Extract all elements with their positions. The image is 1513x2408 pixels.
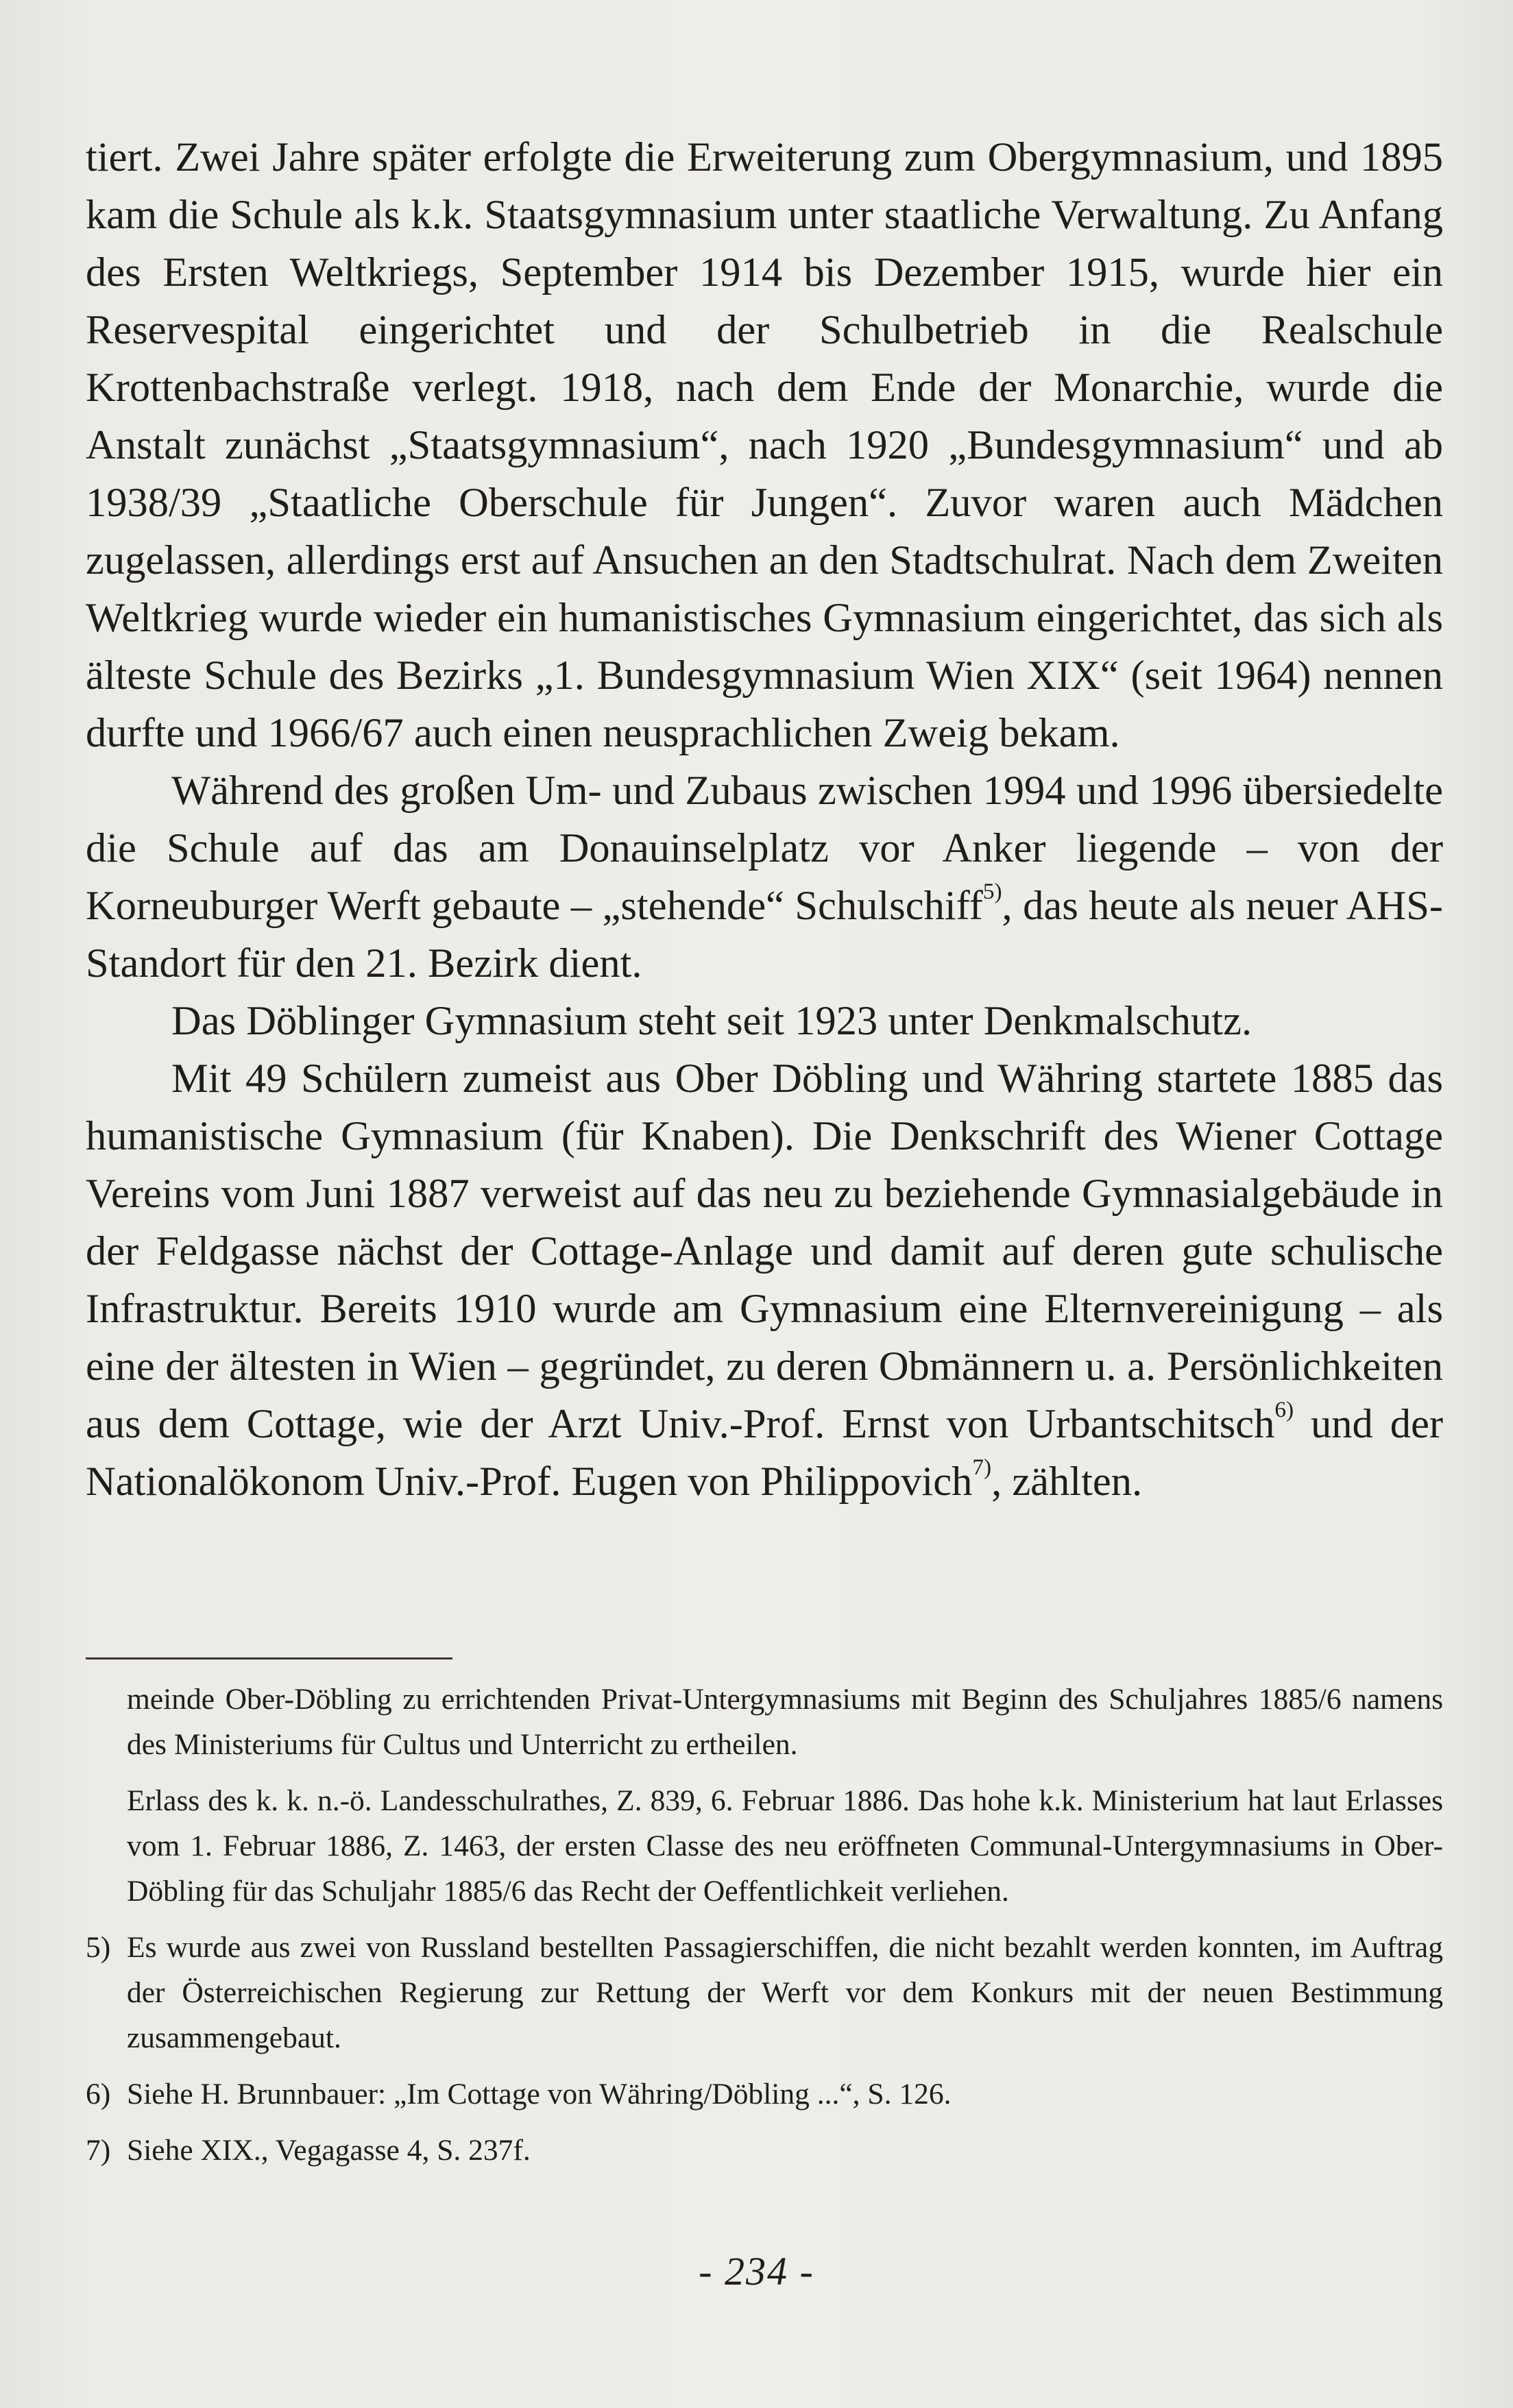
footnote-text: Es wurde aus zwei von Russland bestellten Passagierschiffen, die nicht bezahlt werden konnten, im Auftrag der Österreichischen Regierung zur Rettung der Werft vor dem Konkurs mit der neuen Bestimmung zusammengebaut.	[127, 1931, 1443, 2054]
footnote-number: 6)	[86, 2078, 111, 2111]
paragraph-4	[86, 1050, 1443, 1511]
main-text	[86, 129, 1443, 1511]
footnote-5	[86, 1925, 1443, 2060]
paragraph-3: Das Döblinger Gymnasium steht seit 1923 unter Denkmalschutz.	[171, 998, 1252, 1044]
page-number: - 234 -	[699, 2249, 814, 2294]
footnote-ref-5: 5)	[982, 879, 1002, 905]
paragraph-4-text: Mit 49 Schülern zumeist aus Ober Döbling und Währing startete 1885 das humanistische Gymnasium (für Knaben). Die Denkschrift des Wiener Cottage Vereins vom Juni 1887 verweist auf das neu zu beziehende Gymnasialgebäude in der Feldgasse nächst der Cottage-Anlage und damit auf deren gute schulische Infrastruktur. Bereits 1910 wurde am Gymnasium eine Elternvereinigung – als eine der ältesten in Wien – gegründet, zu deren Obmännern u. a. Persönlichkeiten aus dem Cottage, wie der Arzt Univ.-Prof. Ernst von Urbantschitsch	[86, 1056, 1443, 1447]
footnote-continuation-2: Erlass des k. k. n.-ö. Landesschulrathes, Z. 839, 6. Februar 1886. Das hohe k.k. Ministerium hat laut Erlasses vom 1. Februar 1886, Z. 1463, der ersten Classe des neu eröffneten Communal-Untergymnasiums in Ober-Döbling für das Schuljahr 1885/6 das Recht der Oeffentlichkeit verliehen.	[127, 1784, 1443, 1908]
paragraph-1: tiert. Zwei Jahre später erfolgte die Erweiterung zum Obergymnasium, und 1895 kam die Schule als k.k. Staatsgymnasium unter staatliche Verwaltung. Zu Anfang des Ersten Weltkriegs, September 1914 bis Dezember 1915, wurde hier ein Reservespital eingerichtet und der Schulbetrieb in die Realschule Krottenbachstraße verlegt. 1918, nach dem Ende der Monarchie, wurde die Anstalt zunächst „Staatsgymnasium“, nach 1920 „Bundesgymnasium“ und ab 1938/39 „Staatliche Oberschule für Jungen“. Zuvor waren auch Mädchen zugelassen, allerdings erst auf Ansuchen an den Stadtschulrat. Nach dem Zweiten Weltkrieg wurde wieder ein humanistisches Gymnasium eingerichtet, das sich als älteste Schule des Bezirks „1. Bundesgymnasium Wien XIX“ (seit 1964) nennen durfte und 1966/67 auch einen neusprachlichen Zweig bekam.	[86, 134, 1443, 756]
paragraph-4-text-end: , zählten.	[991, 1459, 1143, 1505]
footnote-text: Siehe XIX., Vegagasse 4, S. 237f.	[127, 2134, 531, 2167]
paragraph-4-text-middle: und der Nationalökonom Univ.-Prof. Eugen von Philippovich	[86, 1401, 1443, 1505]
footnote-continuation-1: meinde Ober-Döbling zu errichtenden Privat-Untergymnasiums mit Beginn des Schuljahres 1885/6 namens des Ministeriums für Cultus und Unterricht zu ertheilen.	[127, 1683, 1443, 1761]
footnote-ref-7: 7)	[972, 1455, 992, 1481]
footnote-ref-6: 6)	[1274, 1397, 1294, 1423]
footnote-text: Siehe H. Brunnbauer: „Im Cottage von Währing/Döbling ...“, S. 126.	[127, 2078, 952, 2111]
footnote-number: 7)	[86, 2134, 111, 2167]
paragraph-2-text: Während des großen Um- und Zubaus zwischen 1994 und 1996 übersiedelte die Schule auf das am Donauinselplatz vor Anker liegende – von der Korneuburger Werft gebaute – „stehende“ Schulschiff	[86, 768, 1443, 929]
footnotes	[86, 1677, 1443, 2184]
footnote-7	[86, 2128, 1443, 2173]
footnote-divider	[86, 1657, 452, 1659]
paragraph-2-text-end: , das heute als neuer AHS-Standort für den 21. Bezirk dient.	[86, 883, 1443, 986]
footnote-number: 5)	[86, 1931, 111, 1964]
paragraph-2	[86, 762, 1443, 993]
footnote-6	[86, 2071, 1443, 2117]
